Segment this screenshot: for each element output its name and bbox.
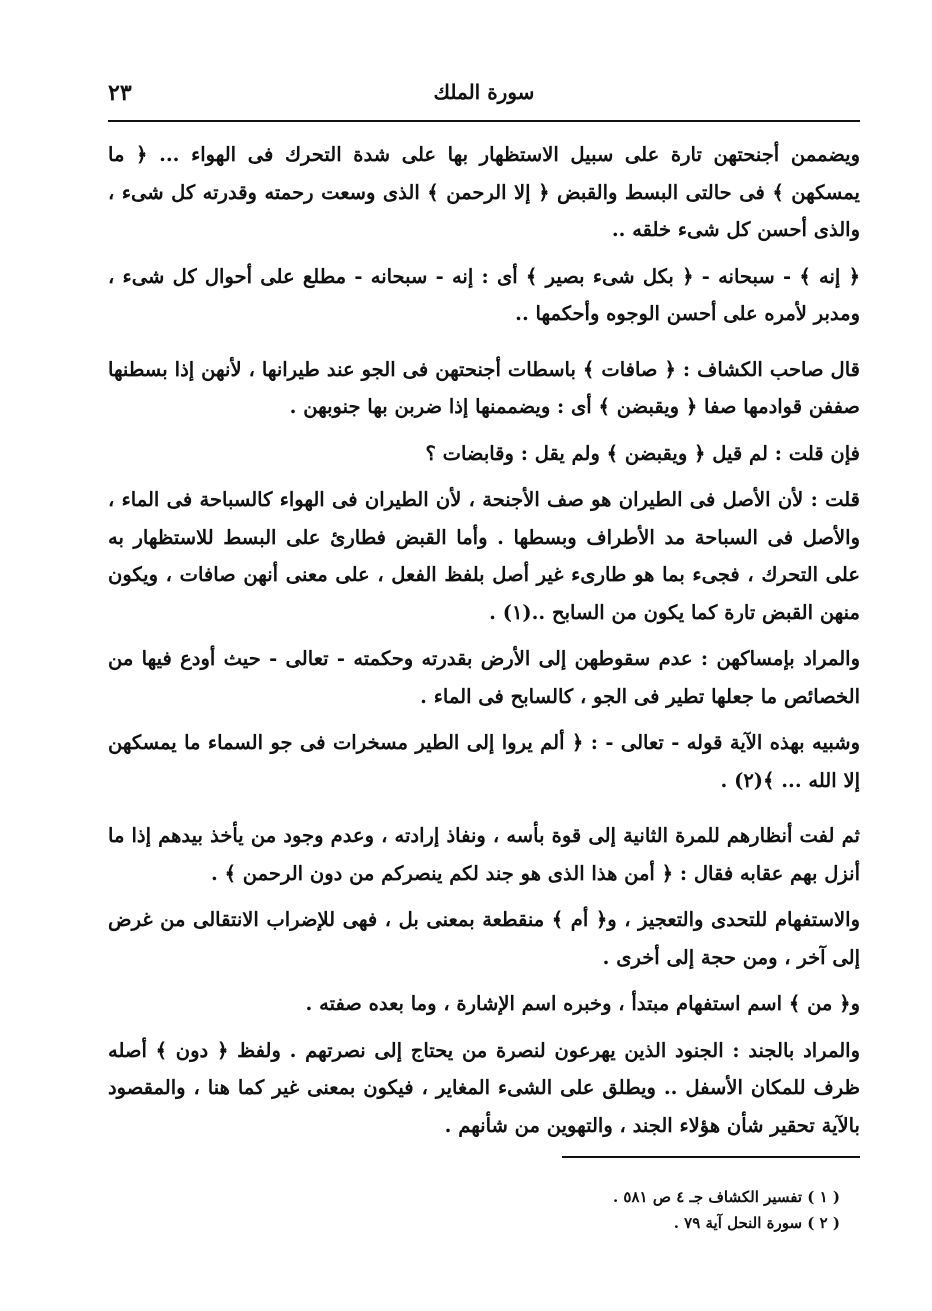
paragraph: وشبيه بهذه الآية قوله - تعالى - : ﴿ ألم يروا إلى الطير مسخرات فى جو السماء ما يمسكهن إلا الله ... ﴾(٢) . <box>108 731 860 792</box>
paragraph: قلت : لأن الأصل فى الطيران هو صف الأجنحة ، لأن الطيران فى الهواء كالسباحة فى الماء ، والأصل فى السباحة مد الأطراف وبسطها . وأما القبض فطارئ على البسط للاستظهار به على التحرك ، فجىء بما هو طارىء غير أصل بلفظ الفعل ، على معنى أنهن صافات ، ويكون منهن القبض تارة كما يكون من السابح ..(١) . <box>108 488 860 624</box>
paragraph: والاستفهام للتحدى والتعجيز ، و﴿ أم ﴾ منقطعة بمعنى بل ، فهى للإضراب الانتقالى من غرض إلى آخر ، ومن حجة إلى أخرى . <box>108 908 860 969</box>
running-header <box>108 80 860 112</box>
paragraph: والمراد بالجند : الجنود الذين يهرعون لنصرة من يحتاج إلى نصرتهم . ولفظ ﴿ دون ﴾ أصله ظرف للمكان الأسفل .. ويطلق على الشىء المغاير ، فيكون بمعنى غير كما هنا ، والمقصود بالآية تحقير شأن هؤلاء الجند ، والتهوين من شأنهم . <box>108 1038 860 1137</box>
footnote: ( ٢ ) سورة النحل آية ٧٩ . <box>673 1214 840 1232</box>
footnote: ( ١ ) تفسير الكشاف جـ ٤ ص ٥٨١ . <box>612 1188 840 1206</box>
footnote-divider <box>562 1156 860 1158</box>
paragraph: والمراد بإمساكهن : عدم سقوطهن إلى الأرض بقدرته وحكمته - تعالى - حيث أودع فيها من الخصائص ما جعلها تطير فى الجو ، كالسابح فى الماء . <box>108 647 860 708</box>
paragraph: فإن قلت : لم قيل ﴿ ويقبضن ﴾ ولم يقل : وقابضات ؟ <box>425 441 860 465</box>
footnotes <box>340 1184 840 1236</box>
paragraph: ويضممن أجنحتهن تارة على سبيل الاستظهار بها على شدة التحرك فى الهواء ... ﴿ ما يمسكهن ﴾ فى حالتى البسط والقبض ﴿ إلا الرحمن ﴾ الذى وسعت رحمته وقدرته كل شىء ، والذى أحسن كل شىء خلقه .. <box>108 143 860 241</box>
surah-title: سورة الملك <box>433 80 535 104</box>
paragraph: و﴿ من ﴾ اسم استفهام مبتدأ ، وخبره اسم الإشارة ، وما بعده صفته . <box>305 992 860 1015</box>
header-divider <box>108 120 860 122</box>
page-number: ٢٣ <box>108 80 132 106</box>
paragraph: ﴿ إنه ﴾ - سبحانه - ﴿ بكل شىء بصير ﴾ أى : إنه - سبحانه - مطلع على أحوال كل شىء ، ومدبر لأمره على أحسن الوجوه وأحكمها .. <box>108 264 860 325</box>
paragraph: ثم لفت أنظارهم للمرة الثانية إلى قوة بأسه ، ونفاذ إرادته ، وعدم وجود من يأخذ بيدهم إذا ما أنزل بهم عقابه فقال : ﴿ أمن هذا الذى هو جند لكم ينصركم من دون الرحمن ﴾ . <box>108 824 860 885</box>
body-text <box>108 136 860 1153</box>
paragraph: قال صاحب الكشاف : ﴿ صافات ﴾ باسطات أجنحتهن فى الجو عند طيرانها ، لأنهن إذا بسطنها صففن قوادمها صفا ﴿ ويقبضن ﴾ أى : ويضممنها إذا ضربن بها جنوبهن . <box>108 357 860 418</box>
